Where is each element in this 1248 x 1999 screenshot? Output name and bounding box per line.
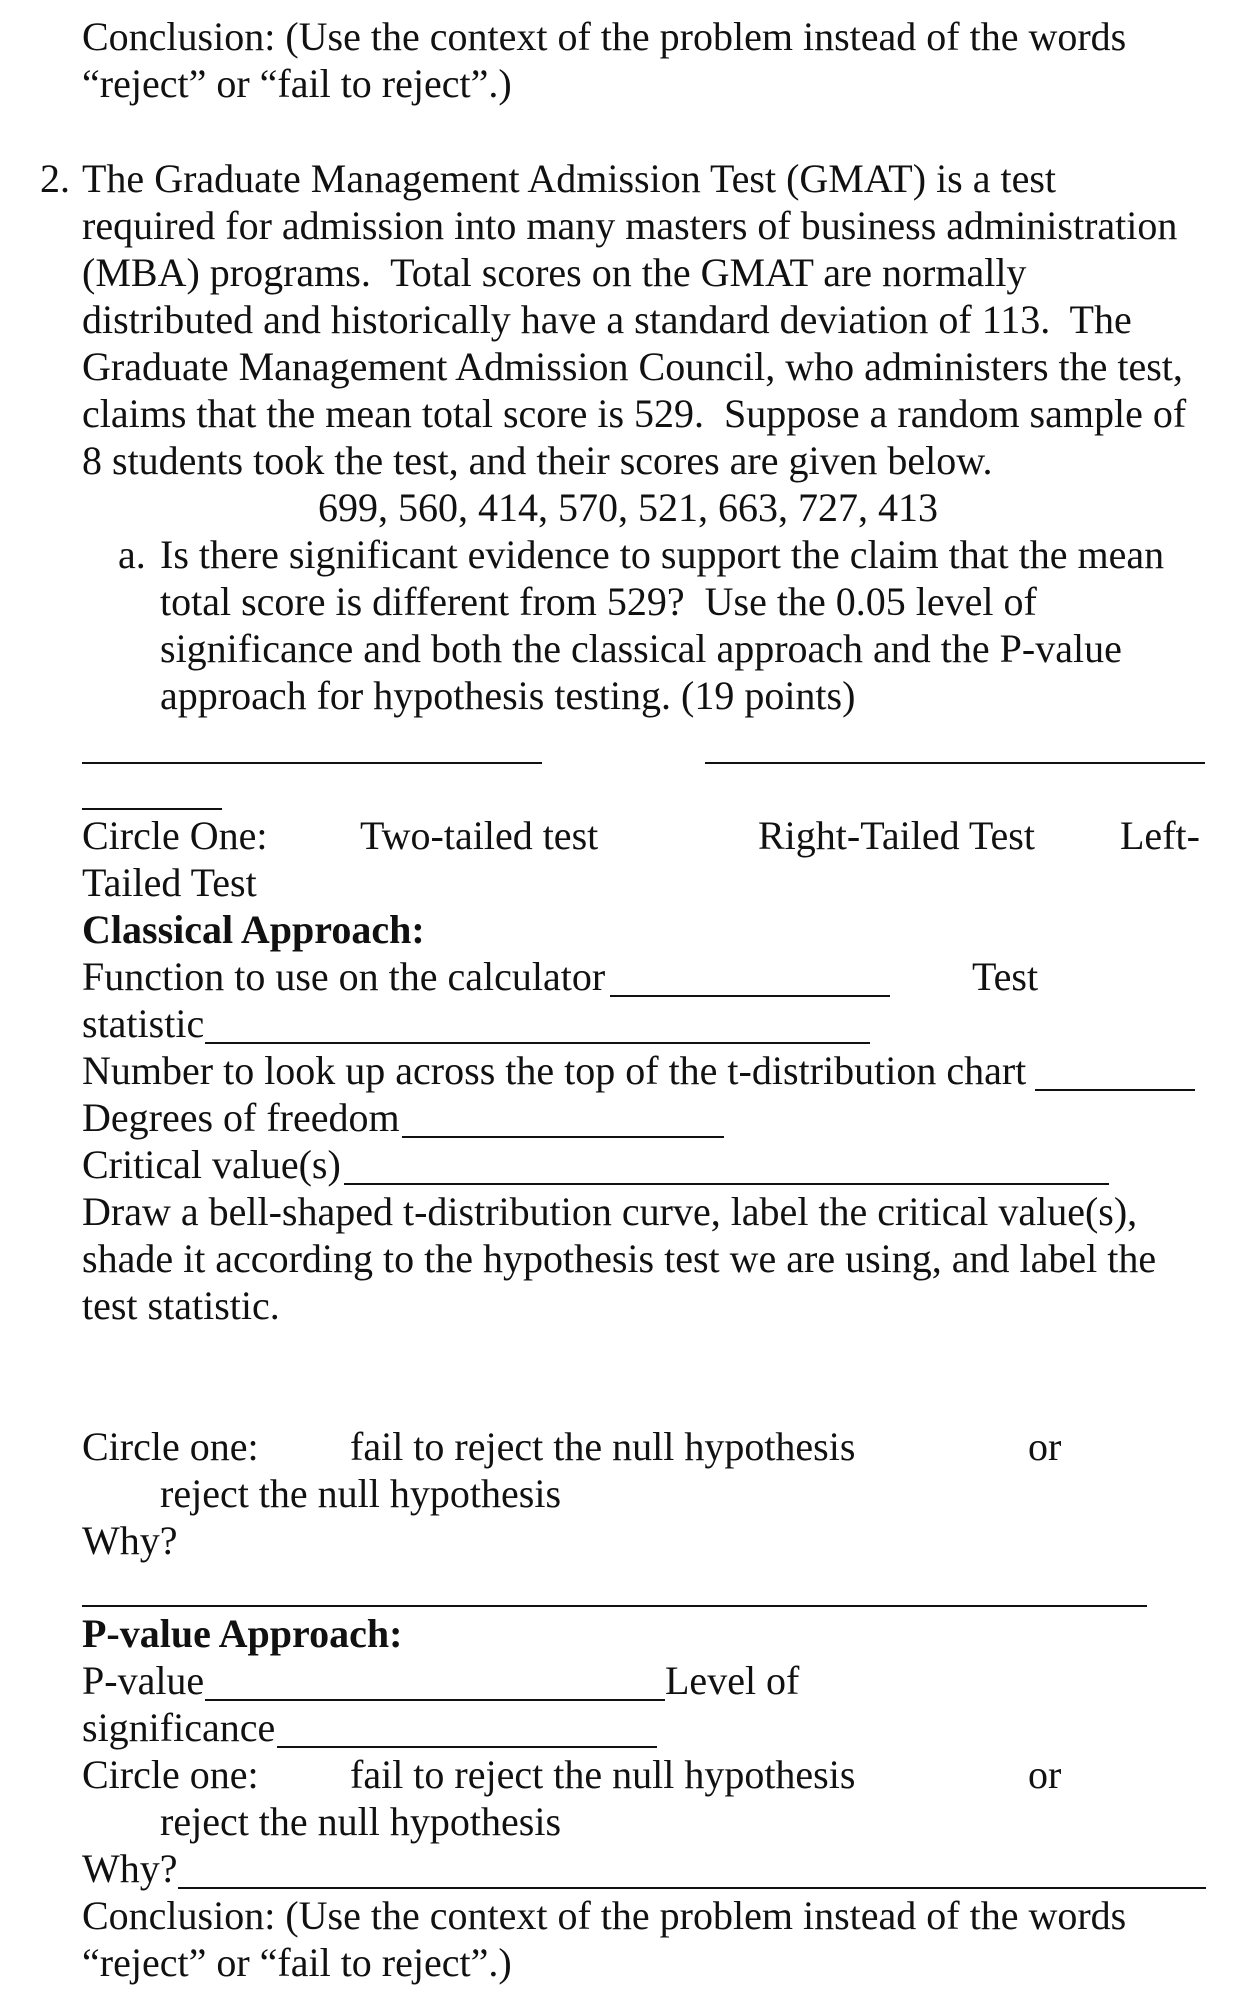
why-blank[interactable] [82, 1605, 1147, 1607]
lookup-blank[interactable] [1035, 1089, 1195, 1091]
function-label: Function to use on the calculator [82, 954, 606, 999]
why-label: Why? [82, 1518, 178, 1563]
level-of-significance-blank[interactable] [277, 1746, 657, 1748]
part-a-label: a. [118, 532, 146, 577]
part-a-text: total score is different from 529? Use the 0.05 level of [160, 579, 1037, 624]
conclusion-text: Conclusion: (Use the context of the problem instead of the words [82, 1893, 1127, 1938]
level-of-significance-label: Level of [665, 1658, 800, 1703]
part-a-text: significance and both the classical approach and the P-value [160, 626, 1122, 671]
conclusion-text: “reject” or “fail to reject”.) [82, 61, 512, 106]
or-text: or [1028, 1424, 1062, 1469]
conclusion-text: Conclusion: (Use the context of the problem instead of the words [82, 14, 1127, 59]
conclusion-text: “reject” or “fail to reject”.) [82, 1940, 512, 1985]
problem-text: claims that the mean total score is 529. Suppose a random sample of [82, 391, 1187, 436]
two-tailed-option[interactable]: Two-tailed test [360, 813, 599, 858]
pvalue-approach-heading: P-value Approach: [82, 1611, 403, 1656]
draw-instructions: shade it according to the hypothesis test we are using, and label the [82, 1236, 1157, 1281]
score-list: 699, 560, 414, 570, 521, 663, 727, 413 [318, 485, 938, 530]
problem-text: The Graduate Management Admission Test (GMAT) is a test [82, 156, 1057, 201]
degrees-of-freedom-blank[interactable] [402, 1136, 724, 1138]
circle-one-label: Circle one: [82, 1752, 259, 1797]
alternative-hypothesis-blank[interactable] [705, 762, 1205, 764]
fail-to-reject-option[interactable]: fail to reject the null hypothesis [350, 1424, 856, 1469]
or-text: or [1028, 1752, 1062, 1797]
critical-values-label: Critical value(s) [82, 1142, 341, 1187]
pvalue-blank[interactable] [205, 1699, 665, 1701]
test-statistic-blank[interactable] [205, 1042, 870, 1044]
circle-one-label: Circle One: [82, 813, 268, 858]
problem-text: 8 students took the test, and their scores are given below. [82, 438, 993, 483]
problem-text: required for admission into many masters of business administration [82, 203, 1178, 248]
problem-number: 2. [40, 156, 70, 201]
reject-option[interactable]: reject the null hypothesis [160, 1471, 562, 1516]
critical-values-blank[interactable] [344, 1183, 1109, 1185]
fail-to-reject-option[interactable]: fail to reject the null hypothesis [350, 1752, 856, 1797]
test-statistic-label-continued: statistic [82, 1001, 205, 1046]
test-statistic-label: Test [972, 954, 1039, 999]
draw-instructions: test statistic. [82, 1283, 280, 1328]
hypothesis-blank-continued[interactable] [82, 808, 222, 810]
function-blank[interactable] [610, 995, 890, 997]
reject-option[interactable]: reject the null hypothesis [160, 1799, 562, 1844]
circle-one-label: Circle one: [82, 1424, 259, 1469]
left-tailed-option[interactable]: Left- [1120, 813, 1200, 858]
classical-approach-heading: Classical Approach: [82, 907, 425, 952]
why-label: Why? [82, 1846, 178, 1891]
degrees-of-freedom-label: Degrees of freedom [82, 1095, 400, 1140]
part-a-text: approach for hypothesis testing. (19 points) [160, 673, 856, 718]
lookup-label: Number to look up across the top of the t-distribution chart [82, 1048, 1027, 1093]
problem-text: distributed and historically have a standard deviation of 113. The [82, 297, 1132, 342]
draw-instructions: Draw a bell-shaped t-distribution curve, label the critical value(s), [82, 1189, 1138, 1234]
problem-text: (MBA) programs. Total scores on the GMAT are normally [82, 250, 1027, 295]
level-of-significance-label-continued: significance [82, 1705, 276, 1750]
null-hypothesis-blank[interactable] [82, 762, 542, 764]
part-a-text: Is there significant evidence to support the claim that the mean [160, 532, 1165, 577]
right-tailed-option[interactable]: Right-Tailed Test [758, 813, 1035, 858]
left-tailed-option-continued[interactable]: Tailed Test [82, 860, 257, 905]
pvalue-label: P-value [82, 1658, 205, 1703]
problem-text: Graduate Management Admission Council, who administers the test, [82, 344, 1183, 389]
why-blank[interactable] [178, 1887, 1206, 1889]
